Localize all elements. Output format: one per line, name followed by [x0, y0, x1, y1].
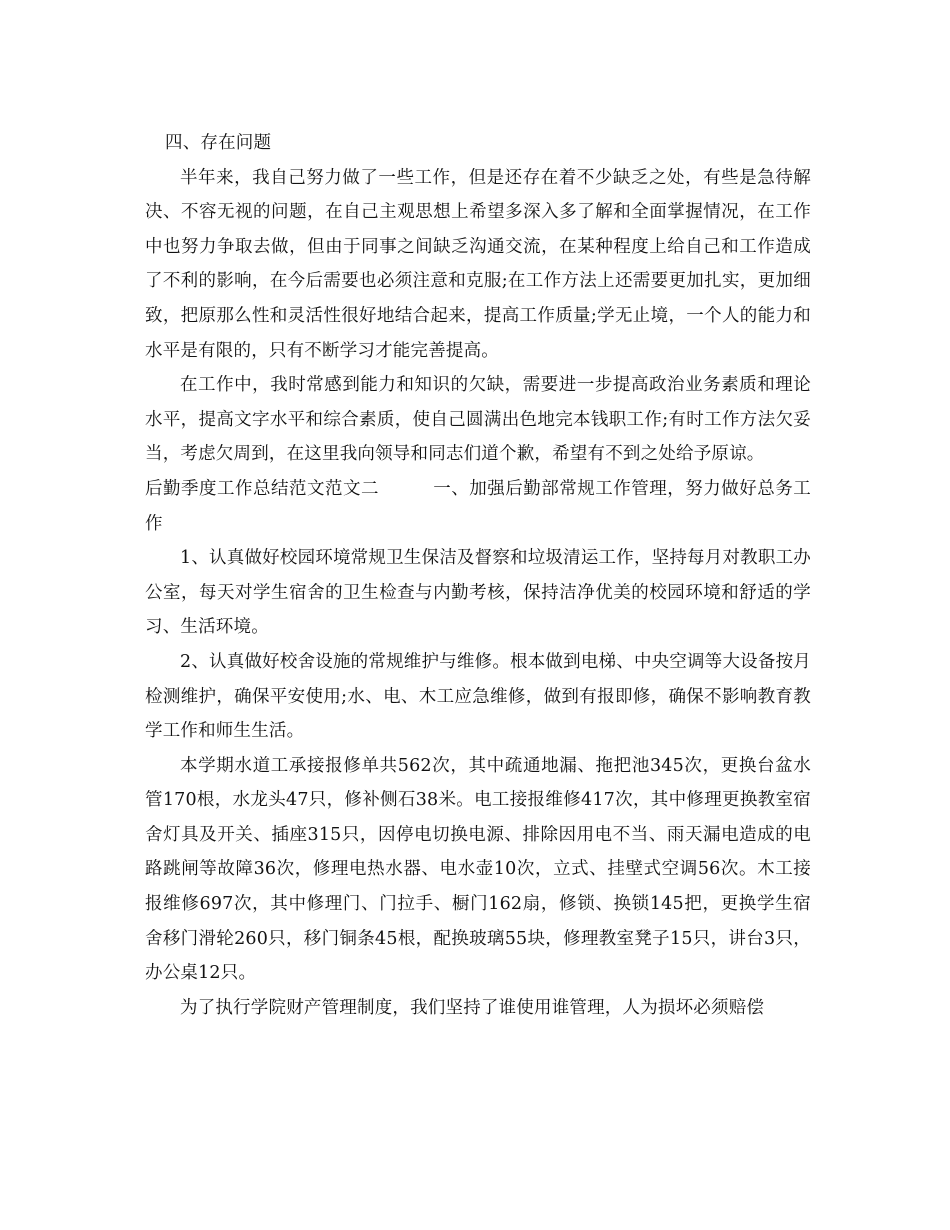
paragraph-asset-management: 为了执行学院财产管理制度，我们坚持了谁使用谁管理，人为损坏必须赔偿 — [180, 997, 765, 1018]
paragraph-maintenance: 2、认真做好校舍设施的常规维护与维修。根本做到电梯、中央空调等大设备按月检测维护，确保平安使用;水、电、木工应急维修，做到有报即修，确保不影响教育教学工作和师生生活。 — [145, 651, 811, 742]
paragraph-cleaning: 1、认真做好校园环境常规卫生保洁及督察和垃圾清运工作，坚持每月对教职工办公室，每天对学生宿舍的卫生检查与内勤考核，保持洁净优美的校园环境和舒适的学习、生活环境。 — [145, 548, 811, 638]
paragraph-shortcomings: 在工作中，我时常感到能力和知识的欠缺，需要进一步提高政治业务素质和理论水平，提高文字水平和综合素质，使自己圆满出色地完本钱职工作;有时工作方法欠妥当，考虑欠周到，在这里我向领导和同志们道个歉，希望有不到之处给予原谅。 — [145, 375, 811, 465]
section-heading: 四、存在问题 — [165, 133, 272, 153]
document-title: 后勤季度工作总结范文范文二 — [145, 478, 379, 499]
paragraph-repair-stats: 本学期水道工承接报修单共562次，其中疏通地漏、拖把池345次，更换台盆水管170根，水龙头47只，修补侧石38米。电工接报维修417次，其中修理更换教室宿舍灯具及开关、插座315只，因停电切换电源、排除因用电不当、雨天漏电造成的电路跳闸等故障36次，修理电热水器、电水壶10次，立式、挂壁式空调56次。木工接报维修697次，其中修理门、门拉手、橱门162扇，修锁、换锁145把，更换学生宿舍移门滑轮260只，移门铜条45根，配换玻璃55块，修理教室凳子15只，讲台3只，办公桌12只。 — [145, 755, 811, 984]
document-body — [145, 126, 811, 1025]
subheading-logistics: 一、加强后勤部常规工作管理，努力做好总务工作 — [145, 478, 811, 534]
document-title-line — [145, 472, 811, 541]
paragraph-problems: 半年来，我自己努力做了一些工作，但是还存在着不少缺乏之处，有些是急待解决、不容无视的问题，在自己主观思想上希望多深入多了解和全面掌握情况，在工作中也努力争取去做，但由于同事之间缺乏沟通交流，在某种程度上给自己和工作造成了不利的影响，在今后需要也必须注意和克服;在工作方法上还需要更加扎实，更加细致，把原那么性和灵活性很好地结合起来，提高工作质量;学无止境，一个人的能力和水平是有限的，只有不断学习才能完善提高。 — [145, 167, 811, 361]
